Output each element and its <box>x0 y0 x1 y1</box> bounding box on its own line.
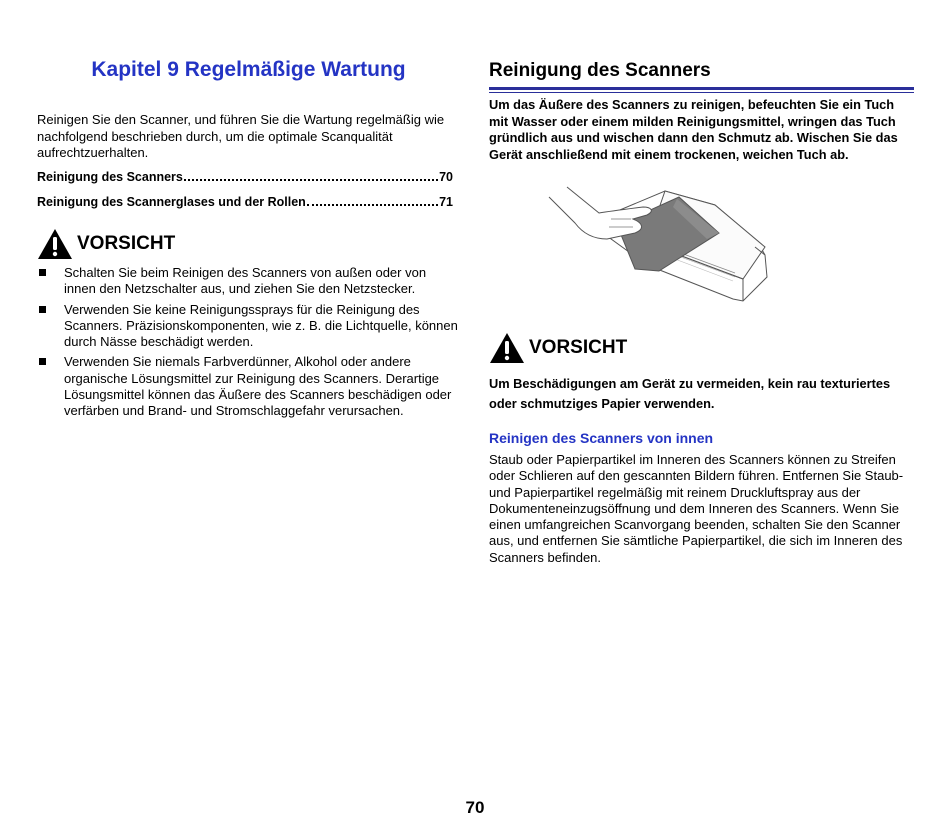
scanner-cleaning-illustration <box>547 183 772 305</box>
bullet-square-icon <box>39 269 46 276</box>
caution-heading <box>37 228 175 260</box>
warning-triangle-icon <box>37 228 73 260</box>
section-rule-thin <box>489 92 914 93</box>
list-item-text: Schalten Sie beim Reinigen des Scanners von außen oder von innen den Netzschalter aus, und ziehen Sie den Netzstecker. <box>64 265 427 297</box>
list-item <box>37 265 460 298</box>
section-title: Reinigung des Scanners <box>489 60 711 81</box>
chapter-title: Kapitel 9 Regelmäßige Wartung <box>91 58 406 81</box>
toc-entry[interactable] <box>37 170 453 184</box>
caution-note: Um Beschädigungen am Gerät zu vermeiden, kein rau texturiertes oder schmutziges Papier verwenden. <box>489 376 891 411</box>
section-rule <box>489 87 914 90</box>
toc-entry-label: Reinigung des Scannerglases und der Rollen <box>37 195 306 209</box>
section-lead: Um das Äußere des Scanners zu reinigen, befeuchten Sie ein Tuch mit Wasser oder einem milden Reinigungsmittel, wringen das Tuch gründlich aus und wischen dann den Schmutz ab. Wischen Sie das Gerät anschließend mit einem trockenen, weichen Tuch ab. <box>489 97 898 162</box>
page-number: 70 <box>465 798 485 817</box>
subsection-body: Staub oder Papierpartikel im Inneren des Scanners können zu Streifen oder Schlieren auf den gescannten Bildern führen. Entfernen Sie Staub- und Papierpartikel regelmäßig mit reinem Druckluftspray aus der Dokumenteneinzugsöffnung und dem Inneren des Scanners. Wenn Sie einen umfangreichen Scanvorgang beenden, schalten Sie den Scanner aus, und entfernen Sie sämtliche Papierpartikel, die sich im Inneren des Scanners befinden. <box>489 452 904 565</box>
bullet-square-icon <box>39 306 46 313</box>
chapter-intro: Reinigen Sie den Scanner, und führen Sie die Wartung regelmäßig wie nachfolgend beschrieben durch, um die optimale Scanqualität aufrechtzuerhalten. <box>37 112 445 160</box>
caution-label: VORSICHT <box>529 337 628 358</box>
list-item-text: Verwenden Sie keine Reinigungssprays für die Reinigung des Scanners. Präzisionskomponenten, wie z. B. die Lichtquelle, können durch Nässe beschädigt werden. <box>64 301 458 350</box>
caution-label: VORSICHT <box>77 233 176 254</box>
toc-leader-dots <box>307 204 438 206</box>
toc-entry-page: 71 <box>439 195 453 209</box>
toc-entry-page: 70 <box>439 170 453 184</box>
subsection-title: Reinigen des Scanners von innen <box>489 430 714 446</box>
list-item <box>37 302 460 351</box>
list-item-text: Verwenden Sie niemals Farbverdünner, Alkohol oder andere organische Lösungsmittel zur Reinigung des Scanners. Derartige Lösungsmittel können das Äußere des Scanners beschädigen oder verfärben und Brand- und Stromschlaggefahr verursachen. <box>64 354 452 419</box>
caution-list <box>37 265 460 424</box>
list-item <box>37 354 460 419</box>
toc-entry[interactable] <box>37 195 453 209</box>
bullet-square-icon <box>39 358 46 365</box>
warning-triangle-icon <box>489 332 525 364</box>
toc-entry-label: Reinigung des Scanners <box>37 170 183 184</box>
toc-leader-dots <box>184 179 438 181</box>
caution-heading <box>489 332 627 364</box>
